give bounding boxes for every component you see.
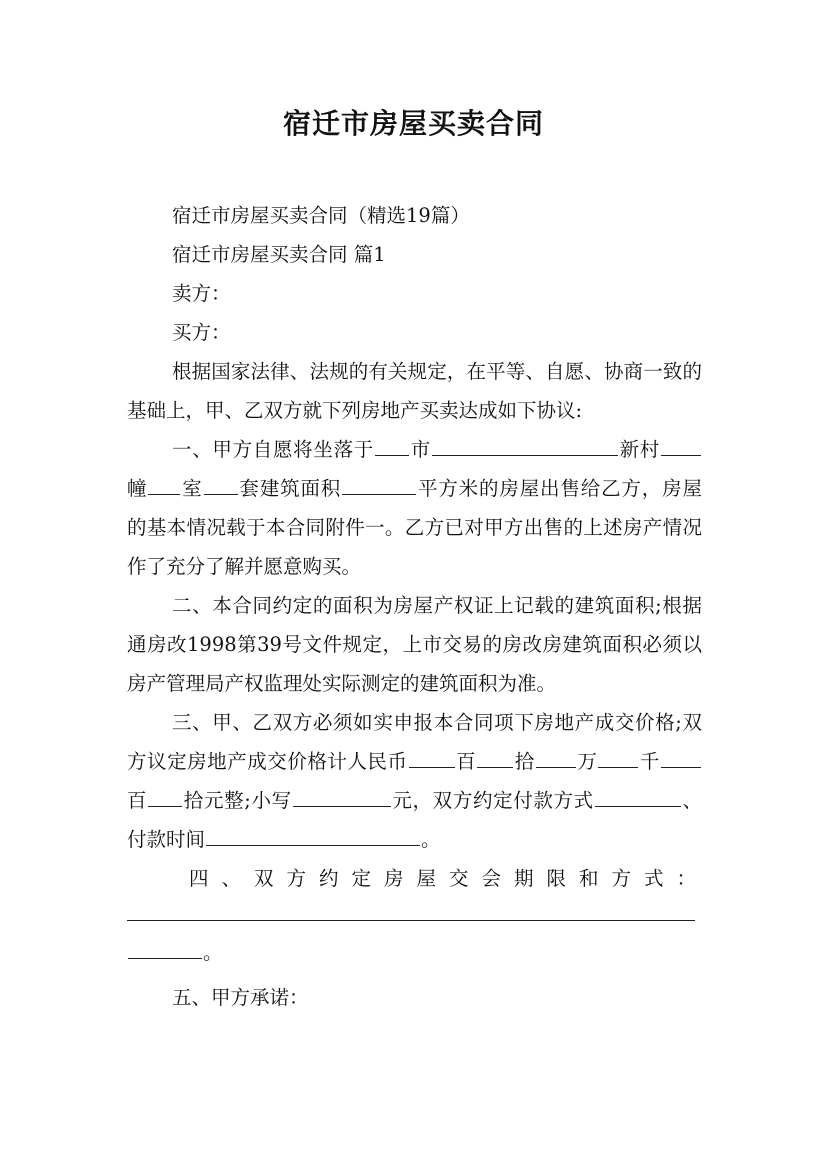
clause-1-text: 套建筑面积 [238,477,342,500]
price-ten-blank [477,748,513,768]
payment-method-blank [595,787,681,807]
clause-3-text: 百 [127,789,148,812]
clause-3-text: 元，双方约定付款方式 [391,789,594,812]
price-hundred-blank [409,748,455,768]
handover-blank-short [128,939,202,959]
price-ten2-blank [148,787,182,807]
clause-1-text: 室 [181,477,203,500]
area-blank [342,475,416,495]
clause-1-text: 市 [409,438,431,461]
clause-3-text: 、付款时间 [127,789,702,851]
document-body [127,196,710,1017]
clause-3-text: 三、甲、乙双方必须如实申报本合同项下房地产成交价格;双方议定房地产成交价格计人民币 [127,711,702,773]
subtitle: 宿迁市房屋买卖合同（精选19篇） [172,204,470,227]
section-heading: 宿迁市房屋买卖合同 篇1 [172,243,386,266]
clause-3-text: 百 [455,750,477,773]
buyer-line: 买方： [172,321,231,344]
clause-1-text: 新村 [618,438,660,461]
intro-paragraph: 根据国家法律、法规的有关规定，在平等、自愿、协商一致的基础上，甲、乙双方就下列房地产买卖达成如下协议: [127,360,702,422]
clause-3-text: 拾元整;小写 [183,789,292,812]
clause-3-text: 千 [639,750,660,773]
clause-3-text: 万 [576,750,598,773]
clause-4-tail [127,933,702,972]
clause-1-text: 幢 [127,477,148,500]
amount-blank [293,787,391,807]
clause-3-text: 拾 [514,750,535,773]
price-wan-blank [536,748,576,768]
payment-time-blank [206,826,420,846]
suite-blank [204,475,238,495]
unit-blank [148,475,180,495]
clause-4-end: 。 [203,941,223,964]
city-blank [375,436,409,456]
price-thousand-blank [598,748,638,768]
clause-1 [127,430,702,586]
clause-3 [127,703,702,859]
clause-5: 五、甲方承诺： [172,986,309,1009]
address-blank [432,436,618,456]
price-hundred2-blank [661,748,701,768]
clause-3-text: 。 [421,828,441,851]
clause-4-heading: 四、双方约定房屋交会期限和方式： [189,867,710,890]
handover-blank-line [127,898,695,921]
clause-2: 二、本合同约定的面积为房屋产权证上记载的建筑面积;根据通房改1998第39号文件规定，上市交易的房改房建筑面积必须以房产管理局产权监理处实际测定的建筑面积为准。 [127,594,702,695]
clause-1-text: 一、甲方自愿将坐落于 [172,438,374,461]
document-title: 宿迁市房屋买卖合同 [282,107,544,140]
building-blank [661,436,701,456]
clause-1-text: 平方米的房屋出售给乙方，房屋的基本情况载于本合同附件一。乙方已对甲方出售的上述房产情况作了充分了解并愿意购买。 [127,477,702,578]
seller-line: 卖方： [172,282,231,305]
